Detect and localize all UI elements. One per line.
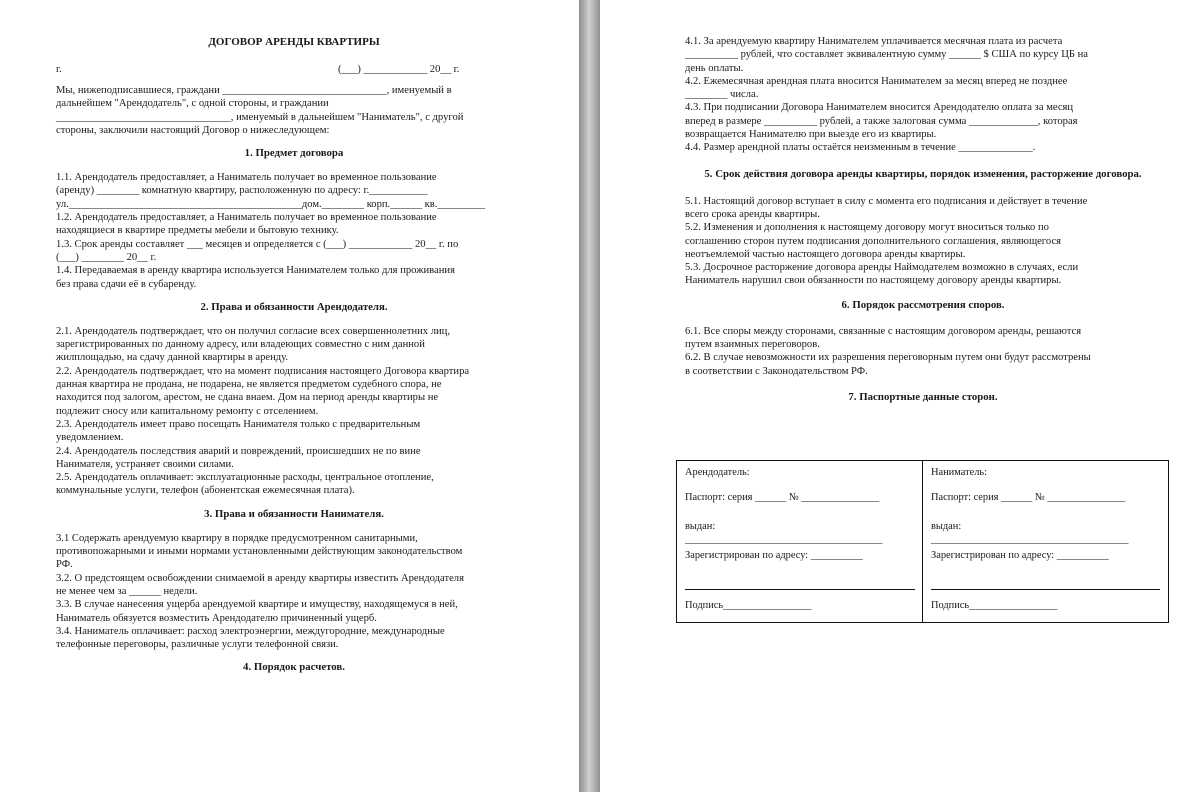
- text-line: вперед в размере __________ рублей, а также залоговая сумма _____________, которая: [685, 115, 1078, 127]
- text-line: 2.4. Арендодатель последствия аварий и повреждений, происшедших не по вине: [56, 445, 421, 457]
- text-line: 1.4. Передаваемая в аренду квартира используется Нанимателем только для проживания: [56, 265, 455, 277]
- tenant-issued-field[interactable]: выдан: ______________________________________: [931, 521, 1129, 545]
- landlord-column: [677, 461, 922, 622]
- page-divider: [579, 0, 600, 792]
- text-line: жилплощадью, на сдачу данной квартиры в аренду.: [56, 352, 289, 364]
- text-line: (___) ________ 20__ г.: [56, 251, 157, 263]
- tenant-signature-field[interactable]: Подпись_________________: [931, 600, 1058, 611]
- page-right-text: [685, 0, 1161, 415]
- text-line: 1.1. Арендодатель предоставляет, а Наниматель получает во временное пользование: [56, 172, 437, 184]
- text-line: 1.3. Срок аренды составляет ___ месяцев и определяется с (___) ____________ 20__ г. по: [56, 238, 459, 250]
- text-line: без права сдачи её в субаренду.: [56, 278, 197, 290]
- text-line: ________ числа.: [685, 89, 759, 101]
- text-line: находящиеся в квартире предметы мебели и бытовую технику.: [56, 225, 339, 237]
- text-line: не менее чем за ______ недели.: [56, 585, 198, 597]
- text-line: ул.____________________________________________дом.________ корп.______ кв._________: [56, 198, 486, 210]
- text-line: день оплаты.: [685, 62, 744, 74]
- text-line: Наниматель обязуется возместить Арендодателю причиненный ущерб.: [56, 612, 377, 624]
- text-line: зарегистрированных по данному адресу, или владеющих совместно с ним данной: [56, 339, 425, 351]
- text-line: 6.1. Все споры между сторонами, связанные с настоящим договором аренды, решаются: [685, 325, 1082, 337]
- landlord-issued-field[interactable]: выдан: ______________________________________: [685, 521, 883, 545]
- text-line: дальнейшем "Арендодатель", с одной стороны, и граждании: [56, 98, 329, 110]
- text-line: 5.2. Изменения и дополнения к настоящему договору могут вноситься только по: [685, 222, 1049, 234]
- text-line: 3.4. Наниматель оплачивает: расход электроэнергии, междугородние, международные: [56, 625, 445, 637]
- text-line: Мы, нижеподписавшиеся, граждани _______________________________, именуемый в: [56, 85, 452, 96]
- text-line: 5.3. Досрочное расторжение договора аренды Наймодателем возможно в случаях, если: [685, 262, 1079, 274]
- page-left-text: [56, 0, 532, 685]
- text-line: Наниматель нарушил свои обязанности по настоящему договору аренды квартиры.: [685, 275, 1062, 287]
- text-line: РФ.: [56, 559, 73, 571]
- text-line: находится под залогом, арестом, не сдана внаем. Дом на период аренды квартиры не: [56, 392, 439, 404]
- tenant-address-line[interactable]: [931, 569, 1160, 590]
- intro-paragraph: [56, 84, 532, 137]
- section-1-body: [56, 171, 532, 291]
- tenant-heading: Наниматель:: [931, 467, 988, 478]
- text-line: 5.1. Настоящий договор вступает в силу с момента его подписания и действует в течение: [685, 195, 1088, 207]
- text-line: 4.3. При подписании Договора Нанимателем вносится Арендодателю оплата за месяц: [685, 102, 1074, 114]
- section-3-title: 3. Права и обязанности Нанимателя.: [204, 507, 384, 520]
- landlord-signature-field[interactable]: Подпись_________________: [685, 600, 812, 611]
- section-2-title: 2. Права и обязанности Арендодателя.: [200, 300, 388, 313]
- landlord-registered-field[interactable]: Зарегистрирован по адресу: __________: [685, 550, 863, 561]
- section-6-title: 6. Порядок рассмотрения споров.: [841, 298, 1005, 311]
- tenant-passport-field[interactable]: Паспорт: серия ______ № _______________: [931, 492, 1126, 503]
- text-line: возвращается Нанимателю при выезде его из квартиры.: [685, 129, 937, 141]
- section-5-body: [685, 195, 1161, 288]
- text-line: телефонные переговоры, различные услуги телефонной связи.: [56, 639, 339, 651]
- text-line: 2.2. Арендодатель подтверждает, что на момент подписания настоящего Договора квартира: [56, 365, 470, 377]
- text-line: соглашению сторон путем подписания дополнительного соглашения, являющегося: [685, 235, 1062, 247]
- date-field: (___) ____________ 20__ г.: [338, 64, 460, 75]
- passport-table: [676, 460, 1169, 623]
- text-line: стороны, заключили настоящий Договор о нижеследующем:: [56, 124, 330, 136]
- document-page-left: [0, 0, 579, 792]
- section-1-title: 1. Предмет договора: [244, 147, 344, 160]
- text-line: _________________________________, именуемый в дальнейшем "Наниматель", с другой: [56, 111, 464, 123]
- section-7-title: 7. Паспортные данные сторон.: [848, 390, 998, 403]
- text-line: 2.5. Арендодатель оплачивает: эксплуатационные расходы, центральное отопление,: [56, 472, 434, 484]
- document-page-right: [600, 0, 1200, 792]
- text-line: неотъемлемой частью настоящего договора аренды квартиры.: [685, 248, 966, 260]
- text-line: 3.1 Содержать арендуемую квартиру в порядке предусмотренном санитарными,: [56, 532, 418, 544]
- city-field: г.: [56, 64, 62, 75]
- landlord-passport-field[interactable]: Паспорт: серия ______ № _______________: [685, 492, 880, 503]
- text-line: Нанимателя, устраняет своими силами.: [56, 458, 234, 470]
- section-4-title: 4. Порядок расчетов.: [243, 661, 345, 674]
- section-6-body: [685, 325, 1161, 378]
- text-line: 2.1. Арендодатель подтверждает, что он получил согласие всех совершеннолетних лиц,: [56, 325, 450, 337]
- place-date-row: [56, 63, 532, 77]
- text-line: 6.2. В случае невозможности их разрешения переговорным путем они будут рассмотрены: [685, 352, 1091, 364]
- text-line: уведомлением.: [56, 432, 124, 444]
- text-line: всего срока аренды квартиры.: [685, 208, 820, 220]
- landlord-address-line[interactable]: [685, 569, 915, 590]
- text-line: (аренду) ________ комнатную квартиру, расположенную по адресу: г.___________: [56, 185, 428, 197]
- text-line: 4.2. Ежемесячная арендная плата вносится Нанимателем за месяц вперед не позднее: [685, 75, 1068, 87]
- tenant-registered-field[interactable]: Зарегистрирован по адресу: __________: [931, 550, 1109, 561]
- text-line: 1.2. Арендодатель предоставляет, а Наниматель получает во временное пользование: [56, 212, 437, 224]
- section-4-body: [685, 35, 1161, 155]
- section-2-body: [56, 325, 532, 498]
- text-line: 4.1. За арендуемую квартиру Нанимателем уплачивается месячная плата из расчета: [685, 36, 1063, 47]
- text-line: противопожарными и иными нормами установленными действующим законодательством: [56, 546, 463, 558]
- text-line: 3.3. В случае нанесения ущерба арендуемой квартире и имуществу, находящемуся в ней,: [56, 599, 458, 611]
- text-line: путем взаимных переговоров.: [685, 339, 820, 351]
- text-line: 2.3. Арендодатель имеет право посещать Нанимателя только с предварительным: [56, 418, 421, 430]
- document-title: ДОГОВОР АРЕНДЫ КВАРТИРЫ: [208, 36, 380, 48]
- section-5-title: 5. Срок действия договора аренды квартиры, порядок изменения, расторжение договора.: [704, 167, 1142, 180]
- text-line: подлежит сносу или капитальному ремонту с отселением.: [56, 405, 319, 417]
- text-line: __________ рублей, что составляет эквивалентную сумму ______ $ США по курсу ЦБ на: [685, 49, 1089, 61]
- text-line: коммунальные услуги, телефон (абонентская ежемесячная плата).: [56, 485, 355, 497]
- text-line: данная квартира не продана, не подарена, не является предметом судебного спора, не: [56, 379, 442, 391]
- text-line: 3.2. О предстоящем освобождении снимаемой в аренду квартиры известить Арендодателя: [56, 572, 464, 584]
- text-line: в соответствии с Законодательством РФ.: [685, 365, 868, 377]
- text-line: 4.4. Размер арендной платы остаётся неизменным в течение ______________.: [685, 142, 1036, 154]
- section-3-body: [56, 532, 532, 652]
- landlord-heading: Арендодатель:: [685, 467, 750, 478]
- tenant-column: [922, 461, 1167, 622]
